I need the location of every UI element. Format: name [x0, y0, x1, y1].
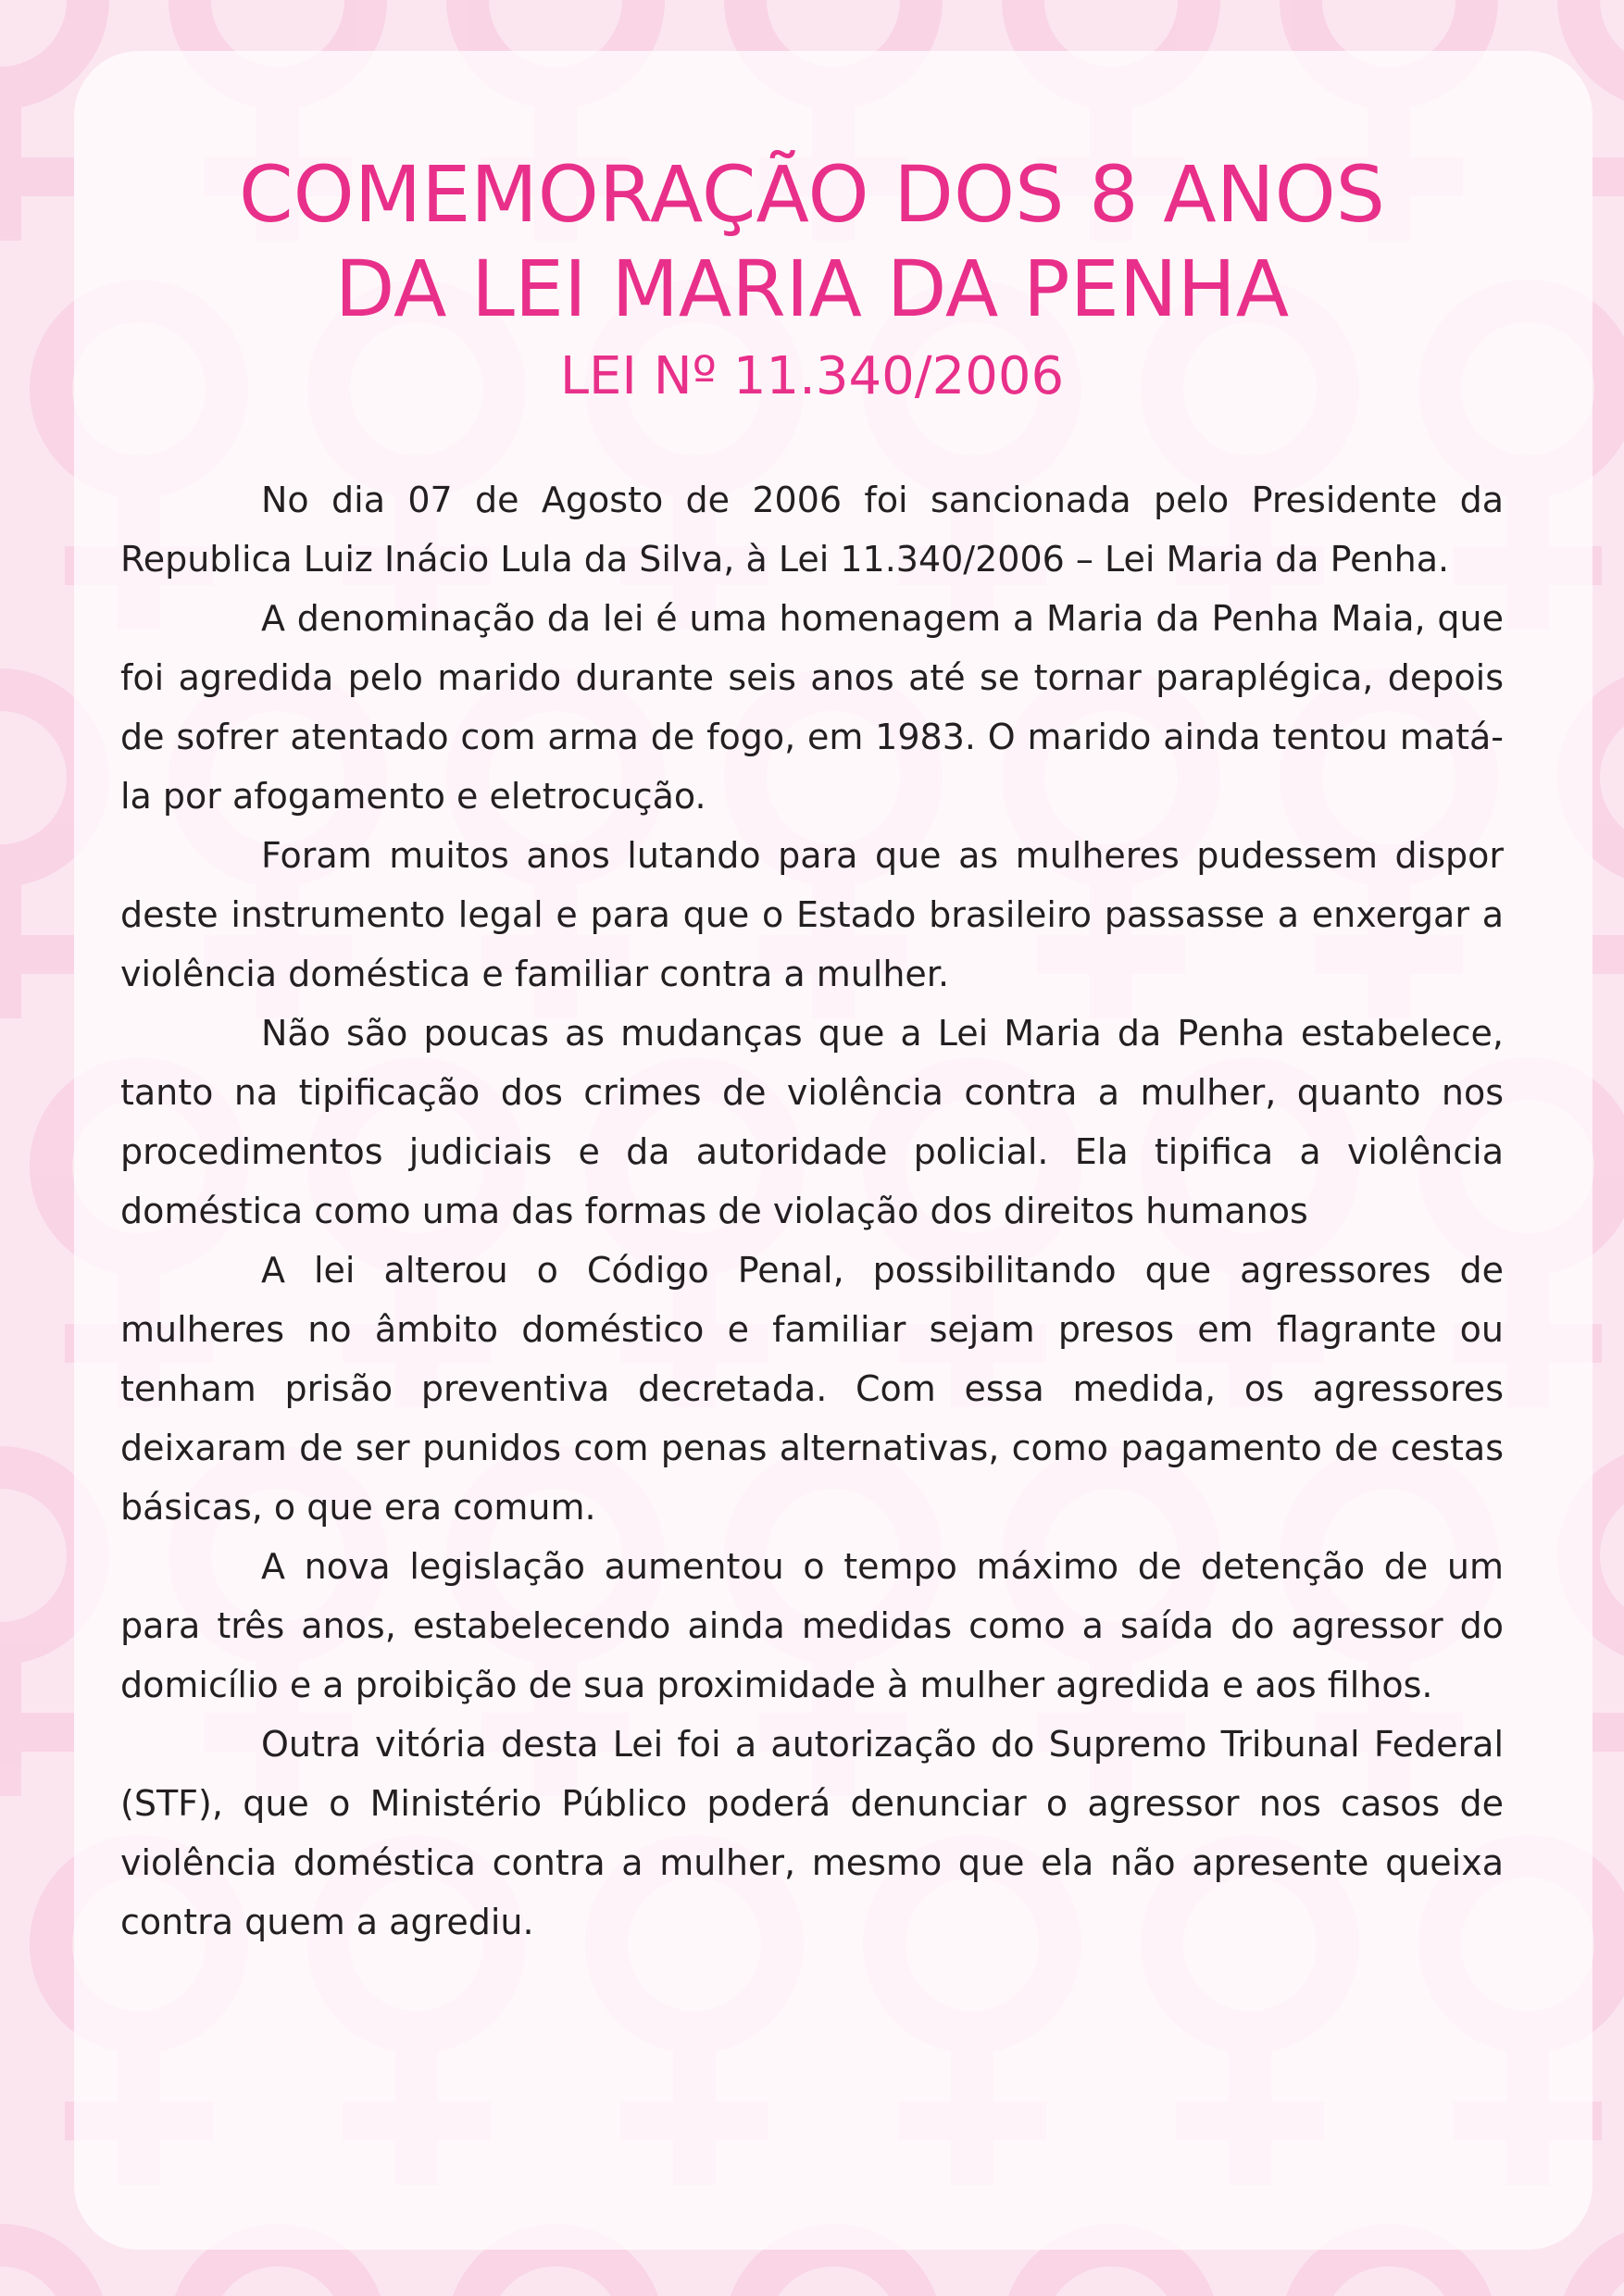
paragraph: Foram muitos anos lutando para que as mulheres pudessem dispor deste instrumento legal e para que o Estado brasileiro passasse a enxergar a violência doméstica e familiar contra a mulher. — [120, 835, 1504, 994]
paragraph: Outra vitória desta Lei foi a autorização do Supremo Tribunal Federal (STF), que o Ministério Público poderá denunciar o agressor nos casos de violência doméstica contra a mulher, mesmo que ela não apresente queixa contra quem a agrediu. — [120, 1724, 1504, 1942]
paragraph: A denominação da lei é uma homenagem a Maria da Penha Maia, que foi agredida pelo marido durante seis anos até se tornar paraplégica, depois de sofrer atentado com arma de fogo, em 1983. O marido ainda tentou matá-la por afogamento e eletrocução. — [120, 598, 1504, 817]
venus-icon — [745, 2245, 921, 2296]
venus-icon — [468, 2245, 643, 2296]
page-title-line-2: DA LEI MARIA DA PENHA — [334, 243, 1290, 334]
venus-icon — [1023, 2245, 1199, 2296]
law-number-subtitle: LEI Nº 11.340/2006 — [559, 346, 1065, 406]
paragraph: Não são poucas as mudanças que a Lei Maria da Penha estabelece, tanto na tipificação dos crimes de violência contra a mulher, quanto nos procedimentos judiciais e da autoridade policial. Ela tipifica a violência doméstica como uma das formas de violação dos direitos humanos — [120, 1013, 1504, 1231]
article-body — [120, 470, 1504, 1952]
paragraph: A lei alterou o Código Penal, possibilitando que agressores de mulheres no âmbito doméstico e familiar sejam presos em flagrante ou tenham prisão preventiva decretada. Com essa medida, os agressores deixaram de ser punidos com penas alternativas, como pagamento de cestas básicas, o que era comum. — [120, 1250, 1504, 1528]
venus-icon — [1579, 2245, 1624, 2296]
venus-icon — [1301, 2245, 1477, 2296]
paragraph: No dia 07 de Agosto de 2006 foi sancionada pelo Presidente da Republica Luiz Inácio Lula da Silva, à Lei 11.340/2006 – Lei Maria da Penha. — [120, 480, 1504, 580]
venus-icon — [190, 2245, 366, 2296]
venus-icon — [0, 2245, 88, 2296]
page-title-line-1: COMEMORAÇÃO DOS 8 ANOS — [238, 149, 1385, 240]
paragraph: A nova legislação aumentou o tempo máximo de detenção de um para três anos, estabelecendo ainda medidas como a saída do agressor do domicílio e a proibição de sua proximidade à mulher agredida e aos filhos. — [120, 1546, 1504, 1705]
